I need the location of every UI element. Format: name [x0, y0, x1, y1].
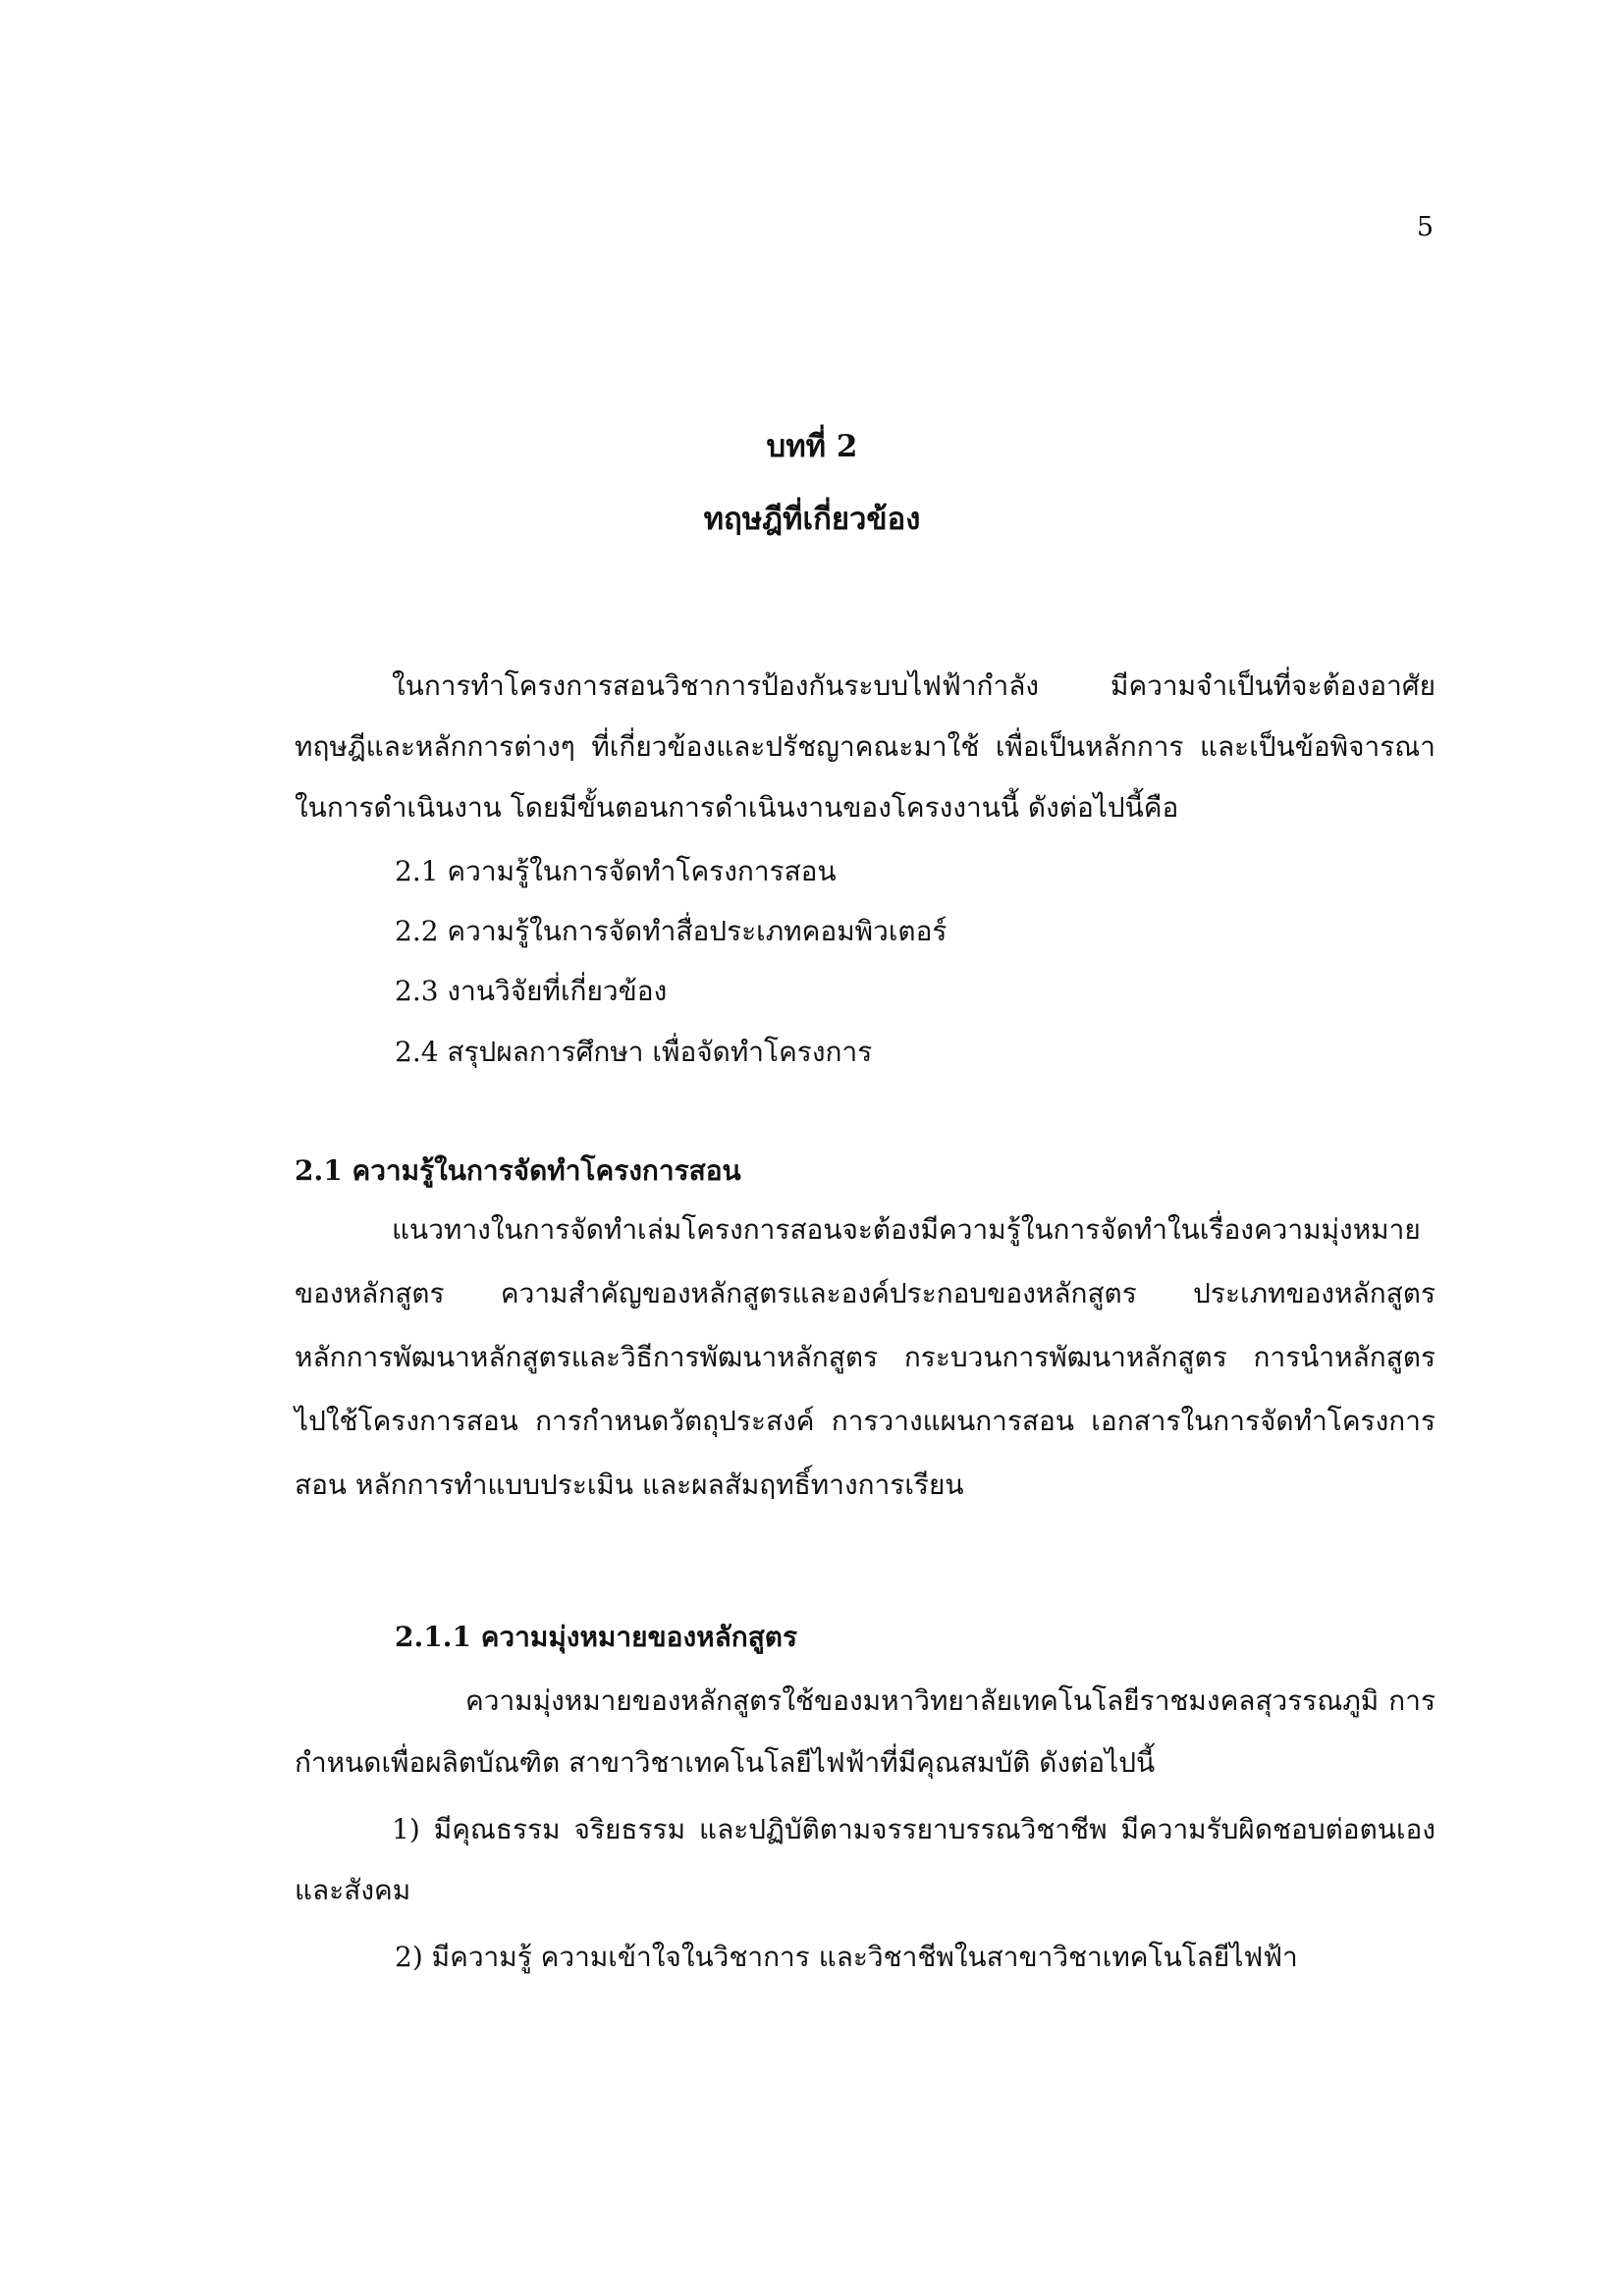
subsection-heading: 2.1.1 ความมุ่งหมายของหลักสูตร — [395, 1621, 798, 1653]
outline-item: 2.1 ความรู้ในการจัดทำโครงการสอน — [395, 855, 837, 887]
intro-line: ในการทำโครงการสอนวิชาการป้องกันระบบไฟฟ้ากำลัง มีความจำเป็นที่จะต้องอาศัย — [392, 669, 1435, 702]
outline-item: 2.3 งานวิจัยที่เกี่ยวข้อง — [395, 975, 668, 1007]
list-item-1-continuation: และสังคม — [295, 1874, 411, 1906]
paragraph-line: ของหลักสูตร ความสำคัญของหลักสูตรและองค์ประกอบของหลักสูตร ประเภทของหลักสูตร — [295, 1277, 1435, 1309]
chapter-label: บทที่ 2 — [766, 429, 858, 464]
list-item-1: 1) มีคุณธรรม จริยธรรม และปฏิบัติตามจรรยาบรรณวิชาชีพ มีความรับผิดชอบต่อตนเอง — [392, 1813, 1435, 1845]
chapter-title: ทฤษฎีที่เกี่ยวข้อง — [703, 502, 921, 537]
page-number: 5 — [1416, 212, 1434, 242]
section-heading: 2.1 ความรู้ในการจัดทำโครงการสอน — [295, 1154, 741, 1187]
paragraph-line: แนวทางในการจัดทำเล่มโครงการสอนจะต้องมีความรู้ในการจัดทำในเรื่องความมุ่งหมาย — [392, 1213, 1421, 1246]
paragraph-line: สอน หลักการทำแบบประเมิน และผลสัมฤทธิ์ทางการเรียน — [295, 1468, 964, 1501]
intro-line: ในการดำเนินงาน โดยมีขั้นตอนการดำเนินงานของโครงงานนี้ ดังต่อไปนี้คือ — [295, 791, 1179, 824]
outline-item: 2.4 สรุปผลการศึกษา เพื่อจัดทำโครงการ — [395, 1036, 873, 1068]
outline-item: 2.2 ความรู้ในการจัดทำสื่อประเภทคอมพิวเตอร์ — [395, 915, 947, 947]
chapter-header — [0, 410, 1624, 556]
paragraph-line: กำหนดเพื่อผลิตบัณฑิต สาขาวิชาเทคโนโลยีไฟฟ้าที่มีคุณสมบัติ ดังต่อไปนี้ — [295, 1746, 1156, 1779]
paragraph-line: ไปใช้โครงการสอน การกำหนดวัตถุประสงค์ การวางแผนการสอน เอกสารในการจัดทำโครงการ — [295, 1405, 1435, 1437]
intro-line: ทฤษฎีและหลักการต่างๆ ที่เกี่ยวข้องและปรัชญาคณะมาใช้ เพื่อเป็นหลักการ และเป็นข้อพิจารณา — [295, 730, 1435, 763]
list-item-2: 2) มีความรู้ ความเข้าใจในวิชาการ และวิชาชีพในสาขาวิชาเทคโนโลยีไฟฟ้า — [395, 1941, 1298, 1973]
paragraph-line: ความมุ่งหมายของหลักสูตรใช้ของมหาวิทยาลัยเทคโนโลยีราชมงคลสุวรรณภูมิ การ — [465, 1684, 1435, 1717]
paragraph-line: หลักการพัฒนาหลักสูตรและวิธีการพัฒนาหลักสูตร กระบวนการพัฒนาหลักสูตร การนำหลักสูตร — [295, 1341, 1435, 1373]
